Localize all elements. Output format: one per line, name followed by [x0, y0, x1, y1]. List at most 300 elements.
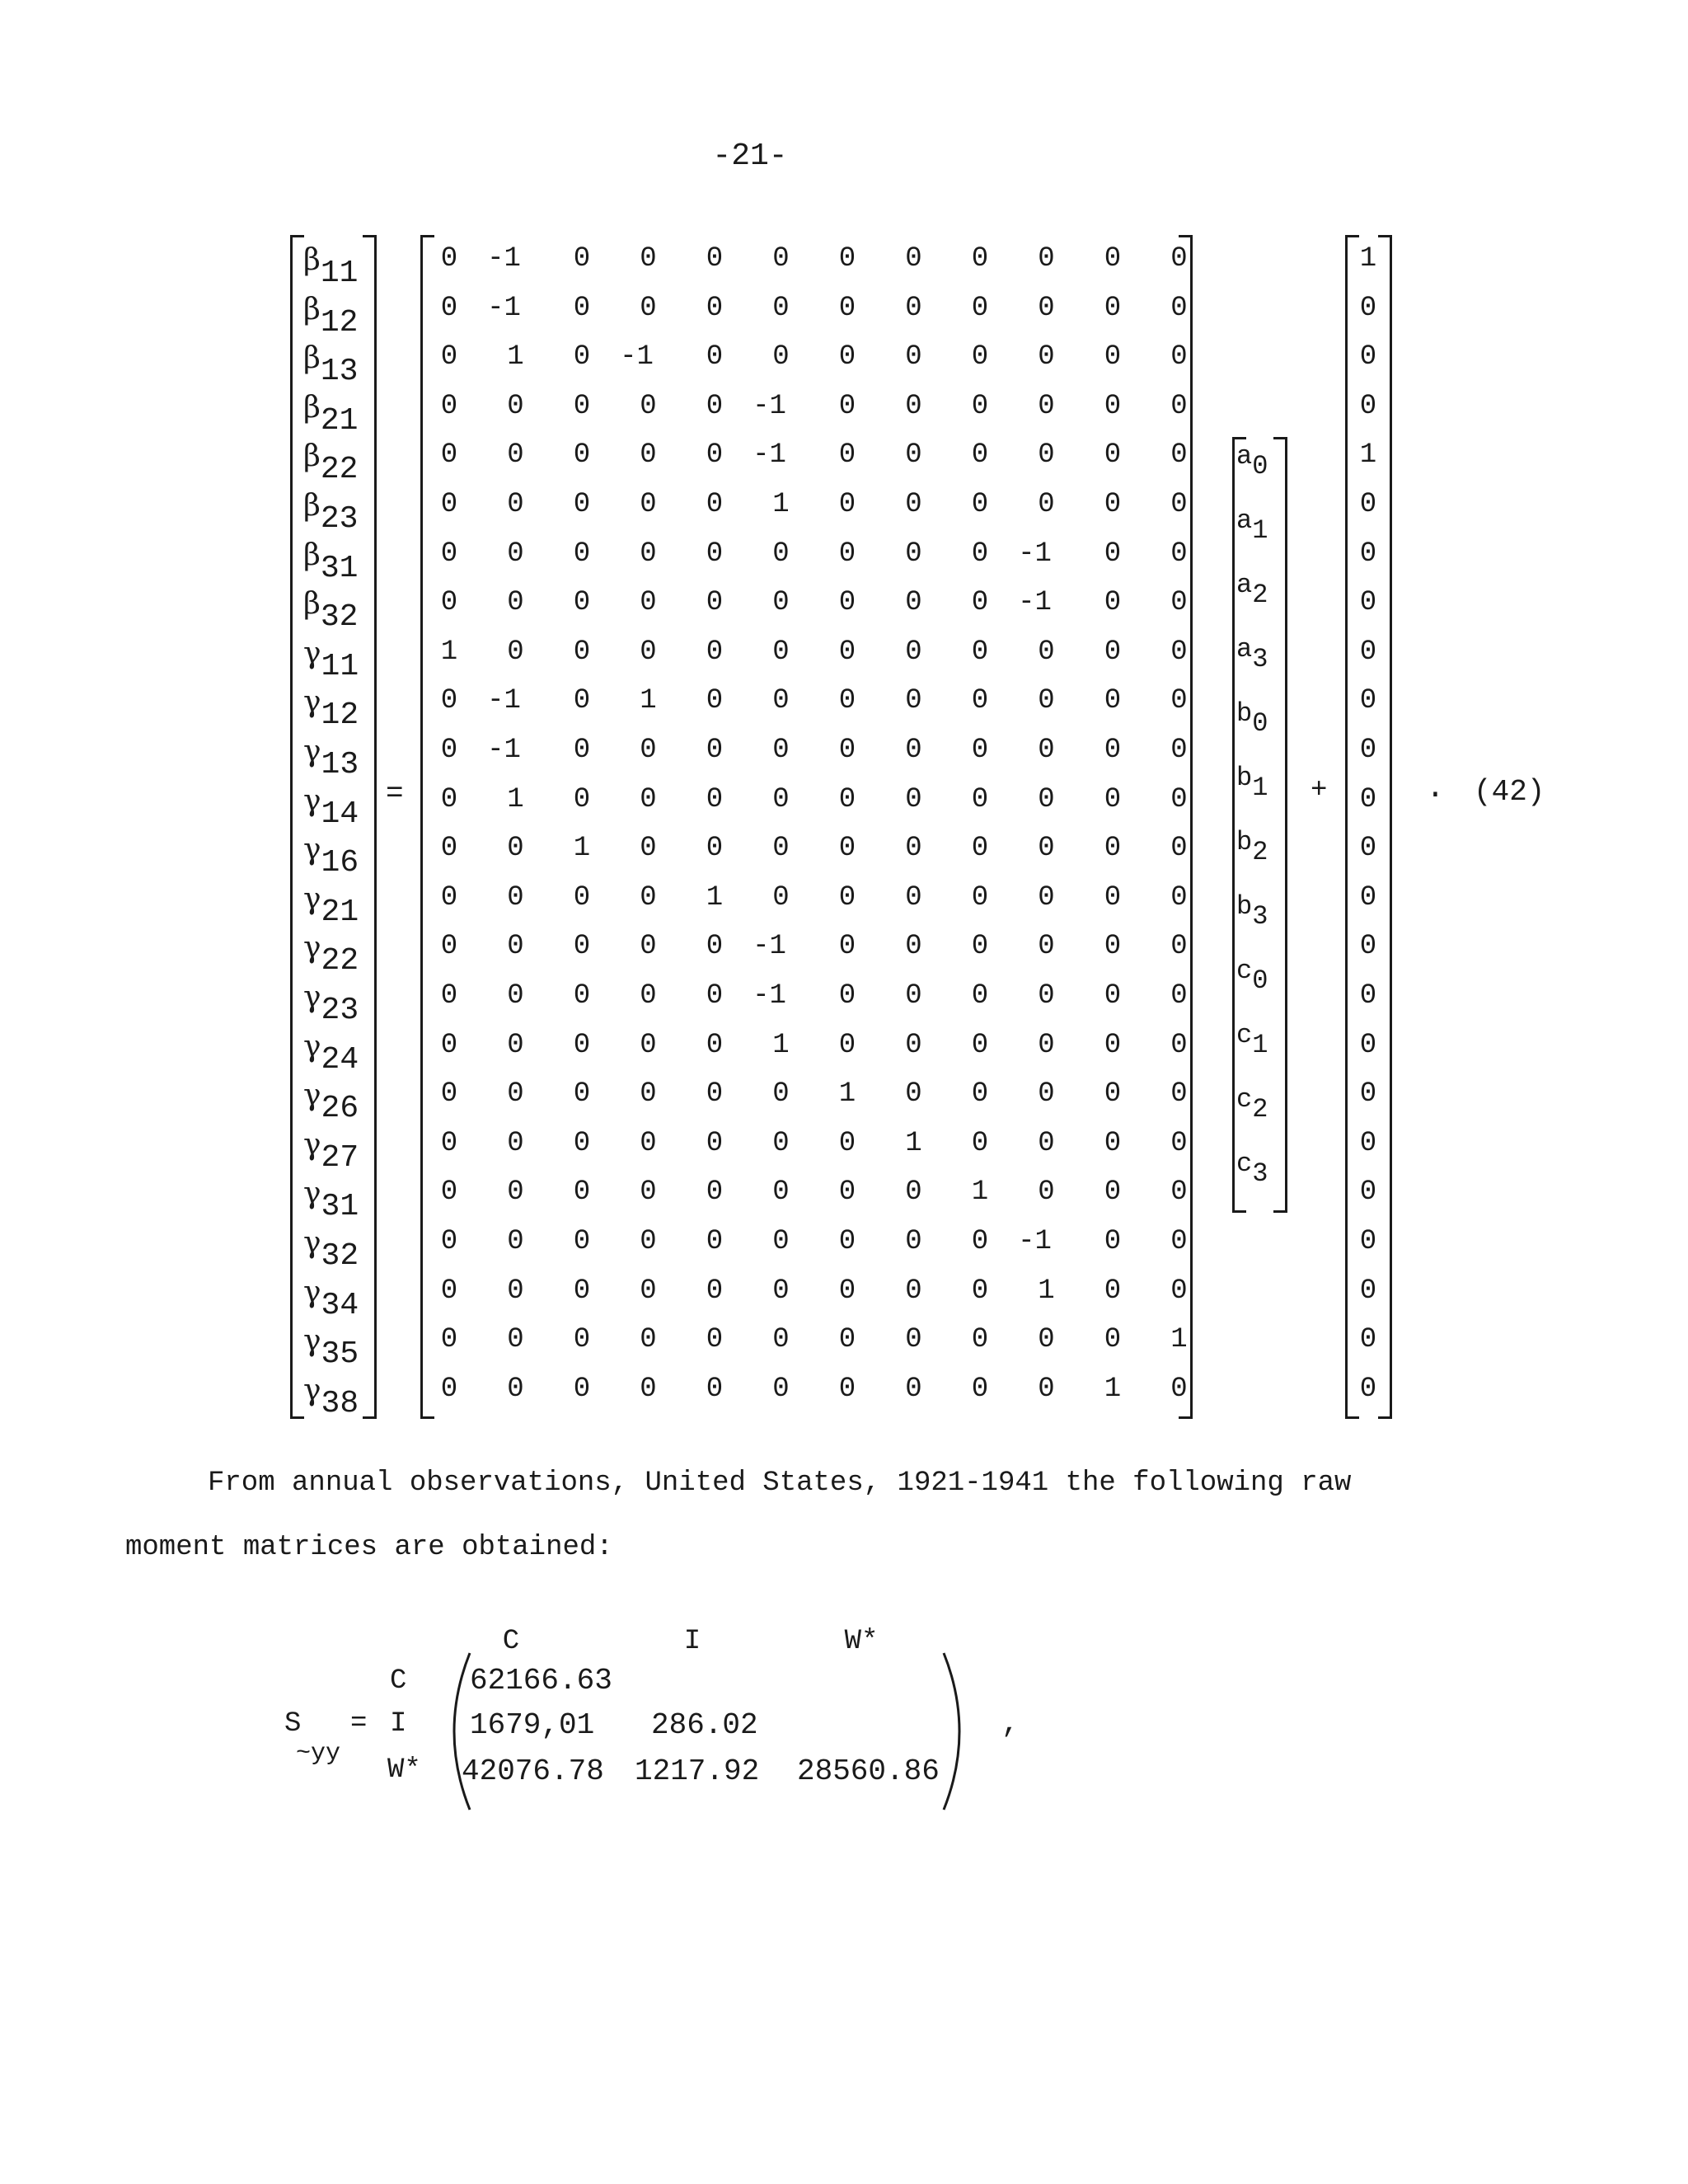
matrix-cell: 0 [905, 1373, 922, 1405]
matrix-cell: -1 [487, 685, 521, 717]
matrix-cell: 0 [772, 538, 790, 570]
matrix-cell: 0 [1170, 833, 1188, 865]
matrix-cell: 0 [1170, 1275, 1188, 1307]
matrix-cell: 0 [706, 685, 724, 717]
matrix-cell: 0 [1104, 439, 1122, 472]
parameter-symbol: a [1236, 505, 1253, 536]
syy-row-label-c: C [390, 1665, 407, 1697]
matrix-cell: 0 [838, 1324, 856, 1356]
lhs-subscript: 16 [321, 845, 359, 881]
matrix-cell: 0 [440, 243, 458, 275]
paragraph-line-2: moment matrices are obtained: [125, 1532, 613, 1563]
lhs-symbol: β [303, 489, 321, 523]
matrix-cell: 0 [1038, 980, 1055, 1012]
lhs-symbol: γ [303, 833, 321, 867]
matrix-cell: 0 [1104, 783, 1122, 815]
matrix-cell: 0 [507, 1127, 524, 1159]
lhs-symbol: γ [303, 1373, 321, 1407]
matrix-cell: 0 [640, 1275, 657, 1307]
matrix-cell: 1 [640, 685, 657, 717]
matrix-cell: 0 [971, 685, 989, 717]
matrix-cell: 0 [640, 390, 657, 422]
matrix-cell: 0 [971, 735, 989, 766]
syy-value-w-i: 1217.92 [635, 1754, 760, 1788]
matrix-cell: 0 [905, 636, 922, 668]
matrix-cell: 0 [1104, 341, 1122, 373]
matrix-cell: 0 [1038, 783, 1055, 815]
matrix-cell: 0 [640, 980, 657, 1012]
matrix-cell: 0 [1104, 1275, 1122, 1307]
matrix-row [424, 980, 1187, 1030]
parameter-subscript: 3 [1252, 1158, 1268, 1189]
matrix-cell: 0 [838, 881, 856, 914]
syy-right-paren [935, 1649, 977, 1814]
matrix-row [424, 882, 1187, 932]
matrix-cell: 1 [1038, 1275, 1055, 1307]
matrix-cell: 0 [1170, 439, 1188, 472]
matrix-cell: 1 [507, 341, 524, 373]
parameter-subscript: 0 [1252, 451, 1268, 481]
matrix-cell: 0 [838, 1029, 856, 1061]
parameter-subscript: 0 [1252, 965, 1268, 996]
constant-vector-cell: 0 [1359, 980, 1377, 1012]
matrix-cell: 0 [905, 1324, 922, 1356]
lhs-symbol: β [303, 439, 321, 474]
matrix-cell: 0 [838, 439, 856, 472]
matrix-cell: 0 [971, 1078, 989, 1111]
lhs-subscript: 13 [320, 354, 359, 390]
matrix-cell: 0 [706, 1373, 724, 1405]
matrix-cell: 0 [1104, 1127, 1122, 1159]
matrix-cell: 0 [1104, 538, 1122, 570]
lhs-symbol: γ [303, 1029, 321, 1064]
matrix-cell: 0 [1104, 390, 1122, 422]
lhs-coefficient [303, 1275, 359, 1325]
constant-vector-cell: 0 [1359, 1177, 1377, 1209]
matrix-cell: 0 [1104, 980, 1122, 1012]
lhs-symbol: β [303, 587, 321, 622]
lhs-symbol: γ [303, 1078, 321, 1113]
matrix-row [424, 1275, 1187, 1325]
params-right-bracket [1273, 437, 1287, 1213]
matrix-cell: 0 [1038, 243, 1055, 275]
lhs-subscript: 31 [320, 550, 359, 586]
matrix-row [424, 784, 1187, 834]
matrix-cell: 0 [573, 1275, 591, 1307]
lhs-subscript: 26 [321, 1091, 359, 1127]
syy-row-label-w: W* [387, 1754, 421, 1786]
syy-col-label-i: I [683, 1626, 701, 1657]
syy-moment-matrix [284, 1616, 1026, 1814]
constant-vector-cell: 0 [1359, 1226, 1377, 1257]
matrix-cell: 0 [905, 1029, 922, 1061]
lhs-symbol: γ [303, 980, 321, 1014]
matrix-cell: 0 [706, 1275, 724, 1307]
matrix-cell: 0 [573, 1373, 591, 1405]
matrix-cell: 0 [838, 636, 856, 668]
matrix-row [424, 439, 1187, 489]
constant-vector-cell: 0 [1359, 538, 1377, 570]
lhs-coefficient [303, 1177, 359, 1226]
matrix-cell: 0 [905, 833, 922, 865]
matrix-cell: 0 [507, 390, 524, 422]
matrix-cell: 0 [772, 243, 790, 275]
matrix-cell: 0 [772, 587, 790, 619]
matrix-cell: 0 [440, 881, 458, 914]
matrix-row [424, 538, 1187, 588]
matrix-cell: -1 [1018, 587, 1052, 619]
matrix-cell: 0 [1104, 881, 1122, 914]
matrix-cell: 0 [905, 538, 922, 570]
matrix-cell: 0 [573, 341, 591, 373]
matrix-cell: 0 [772, 1127, 790, 1159]
matrix-cell: 0 [772, 292, 790, 324]
matrix-cell: -1 [753, 439, 786, 472]
matrix-cell: 0 [706, 1078, 724, 1111]
matrix-cell: 0 [905, 489, 922, 520]
matrix-cell: -1 [487, 292, 521, 324]
matrix-cell: 0 [1038, 489, 1055, 520]
matrix-cell: -1 [753, 931, 786, 963]
matrix-cell: 0 [440, 341, 458, 373]
matrix-cell: 0 [971, 783, 989, 815]
matrix-cell: 0 [1170, 587, 1188, 619]
matrix-cell: 0 [838, 538, 856, 570]
matrix-cell: 0 [573, 489, 591, 520]
matrix-cell: 0 [905, 1078, 922, 1111]
syy-value-w-w: 28560.86 [797, 1754, 940, 1788]
matrix-cell: 0 [706, 783, 724, 815]
matrix-cell: 0 [971, 980, 989, 1012]
lhs-symbol: γ [303, 881, 321, 916]
matrix-cell: 0 [640, 1029, 657, 1061]
constant-vector-cell: 0 [1359, 587, 1377, 619]
constant-vector-cell: 0 [1359, 685, 1377, 717]
page-number: -21- [712, 139, 788, 174]
matrix-cell: 0 [838, 292, 856, 324]
parameter [1236, 891, 1268, 932]
lhs-subscript: 34 [321, 1287, 359, 1323]
constant-vector-cell: 0 [1359, 1127, 1377, 1159]
matrix-cell: 0 [1170, 881, 1188, 914]
matrix-cell: 1 [507, 783, 524, 815]
matrix-row [424, 1078, 1187, 1128]
lhs-coefficient [303, 735, 359, 784]
matrix-cell: 0 [507, 931, 524, 963]
matrix-cell: 0 [706, 341, 724, 373]
parameter [1236, 1084, 1268, 1125]
parameter-subscript: 3 [1252, 644, 1268, 674]
matrix-cell: 0 [573, 439, 591, 472]
lhs-subscript: 11 [321, 648, 359, 684]
matrix-cell: 0 [706, 1029, 724, 1061]
matrix-cell: 0 [573, 587, 591, 619]
lhs-coefficient [303, 1374, 359, 1423]
matrix-cell: 0 [1038, 931, 1055, 963]
matrix-cell: 0 [1038, 833, 1055, 865]
matrix-cell: 0 [640, 292, 657, 324]
lhs-symbol: γ [303, 1127, 321, 1162]
matrix-cell: 0 [507, 636, 524, 668]
matrix-cell: 0 [507, 1275, 524, 1307]
matrix-cell: 0 [838, 685, 856, 717]
matrix-cell: 0 [971, 587, 989, 619]
matrix-cell: 0 [573, 390, 591, 422]
matrix-cell: 0 [573, 243, 591, 275]
matrix-cell: 0 [573, 1226, 591, 1257]
matrix-cell: 0 [440, 833, 458, 865]
lhs-coefficient [303, 833, 359, 882]
matrix-cell: 1 [1104, 1373, 1122, 1405]
matrix-cell: 0 [706, 1127, 724, 1159]
matrix-cell: 0 [507, 439, 524, 472]
lhs-coefficient [303, 1128, 359, 1177]
constant-vector-cell: 0 [1359, 292, 1377, 324]
matrix-cell: 0 [1170, 1078, 1188, 1111]
matrix-cell: 0 [772, 341, 790, 373]
matrix-cell: 0 [1038, 1373, 1055, 1405]
matrix-cell: 0 [772, 783, 790, 815]
lhs-symbol: β [303, 390, 321, 425]
parameter [1236, 441, 1268, 481]
matrix-cell: 0 [440, 1373, 458, 1405]
matrix-cell: 0 [507, 980, 524, 1012]
matrix-cell: 0 [905, 783, 922, 815]
matrix-cell: 0 [440, 587, 458, 619]
matrix-row [424, 341, 1187, 391]
parameter [1236, 956, 1268, 996]
matrix-cell: 0 [772, 833, 790, 865]
lhs-coefficient [303, 587, 358, 636]
lhs-coefficient [303, 439, 358, 489]
matrix-cell: 0 [440, 735, 458, 766]
matrix-cell: 0 [905, 341, 922, 373]
parameter-symbol: b [1236, 698, 1253, 729]
matrix-cell: 0 [971, 243, 989, 275]
parameter-symbol: c [1236, 1084, 1253, 1115]
matrix-cell: 0 [640, 636, 657, 668]
constant-vector-cell: 0 [1359, 833, 1377, 865]
matrix-cell: 0 [440, 1324, 458, 1356]
matrix-cell: 0 [905, 390, 922, 422]
parameter [1236, 1148, 1268, 1189]
matrix-cell: 0 [971, 538, 989, 570]
parameter [1236, 570, 1268, 610]
syy-trailing-comma: , [1001, 1707, 1020, 1740]
matrix-row [424, 293, 1187, 342]
matrix-cell: 0 [772, 1177, 790, 1209]
matrix-row [424, 636, 1187, 686]
matrix-cell: 0 [507, 1177, 524, 1209]
matrix-row [424, 1030, 1187, 1079]
parameter [1236, 763, 1268, 803]
lhs-coefficient [303, 391, 358, 440]
matrix-cell: 0 [971, 1324, 989, 1356]
parameter-symbol: a [1236, 441, 1253, 472]
lhs-right-bracket [363, 235, 377, 1419]
matrix-cell: 0 [838, 489, 856, 520]
lhs-coefficient [303, 685, 359, 735]
lhs-symbol: γ [303, 783, 321, 818]
matrix-cell: 0 [706, 439, 724, 472]
matrix-cell: 0 [640, 735, 657, 766]
matrix-cell: 0 [1038, 439, 1055, 472]
lhs-subscript: 32 [320, 599, 359, 636]
matrix-cell: 0 [640, 1324, 657, 1356]
matrix-cell: 0 [1170, 390, 1188, 422]
parameter-subscript: 2 [1252, 837, 1268, 867]
lhs-symbol: β [303, 538, 321, 572]
matrix-row [424, 833, 1187, 882]
matrix-row [424, 1128, 1187, 1177]
matrix-cell: 0 [838, 980, 856, 1012]
lhs-subscript: 14 [321, 796, 359, 832]
matrix-cell: 0 [640, 439, 657, 472]
matrix-row [424, 391, 1187, 440]
lhs-coefficient [303, 293, 358, 342]
matrix-cell: 0 [1104, 685, 1122, 717]
matrix-cell: 0 [573, 783, 591, 815]
lhs-coefficient [303, 1078, 359, 1128]
parameter-symbol: a [1236, 634, 1253, 665]
matrix-cell: 0 [905, 439, 922, 472]
matrix-cell: 0 [1038, 1078, 1055, 1111]
lhs-coefficient [303, 243, 358, 293]
lhs-coefficient [303, 341, 358, 391]
matrix-cell: 0 [706, 980, 724, 1012]
matrix-row [424, 735, 1187, 784]
matrix-cell: 0 [507, 1029, 524, 1061]
syy-equals: = [350, 1708, 368, 1740]
matrix-cell: 0 [905, 587, 922, 619]
lhs-symbol: β [303, 243, 321, 277]
lhs-subscript: 24 [321, 1041, 359, 1078]
matrix-cell: 0 [507, 1324, 524, 1356]
matrix-cell: 0 [1104, 1078, 1122, 1111]
lhs-subscript: 22 [320, 452, 359, 488]
lhs-coefficient [303, 882, 359, 932]
matrix-row [424, 1226, 1187, 1275]
parameter-subscript: 1 [1252, 1030, 1268, 1060]
matrix-cell: 0 [1104, 292, 1122, 324]
matrix-cell: 0 [706, 636, 724, 668]
matrix-cell: 0 [507, 1373, 524, 1405]
matrix-cell: 0 [640, 538, 657, 570]
matrix-cell: 0 [838, 243, 856, 275]
matrix-cell: 0 [507, 587, 524, 619]
matrix-cell: 0 [440, 931, 458, 963]
matrix-cell: 0 [1104, 1177, 1122, 1209]
matrix-cell: 0 [573, 1029, 591, 1061]
lhs-subscript: 21 [320, 402, 359, 439]
matrix-cell: 0 [838, 833, 856, 865]
matrix-cell: 0 [905, 881, 922, 914]
matrix-cell: 0 [1170, 735, 1188, 766]
matrix-cell: 0 [1038, 685, 1055, 717]
lhs-subscript: 12 [321, 697, 359, 734]
matrix-cell: 0 [905, 685, 922, 717]
matrix-cell: 0 [772, 1078, 790, 1111]
lhs-symbol: γ [303, 735, 321, 768]
parameter-symbol: b [1236, 827, 1253, 857]
matrix-cell: 0 [772, 1324, 790, 1356]
matrix-cell: 0 [772, 636, 790, 668]
matrix-cell: 0 [573, 1127, 591, 1159]
matrix-cell: 0 [1104, 1029, 1122, 1061]
matrix-cell: 0 [1170, 292, 1188, 324]
matrix-cell: 0 [1038, 341, 1055, 373]
parameter [1236, 827, 1268, 867]
matrix-row [424, 1324, 1187, 1374]
constant-vector-cell: 0 [1359, 1078, 1377, 1111]
parameter-subscript: 2 [1252, 1094, 1268, 1125]
matrix-cell: 0 [1038, 1029, 1055, 1061]
constant-vector-cell: 0 [1359, 881, 1377, 914]
matrix-cell: 1 [1170, 1324, 1188, 1356]
parameter-symbol: c [1236, 1148, 1253, 1179]
lhs-subscript: 23 [321, 993, 359, 1028]
matrix-cell: -1 [487, 735, 521, 766]
plus-sign: + [1311, 775, 1328, 806]
lhs-subscript: 35 [321, 1336, 359, 1373]
matrix-cell: 0 [507, 538, 524, 570]
matrix-row [424, 1177, 1187, 1226]
lhs-subscript: 31 [321, 1189, 359, 1225]
lhs-subscript: 27 [321, 1139, 359, 1176]
parameter [1236, 698, 1268, 739]
matrix-cell: 0 [905, 1177, 922, 1209]
parameter-symbol: a [1236, 570, 1253, 600]
matrix-cell: 0 [573, 538, 591, 570]
matrix-cell: -1 [1018, 1226, 1052, 1257]
matrix-cell: 0 [573, 931, 591, 963]
matrix-cell: 0 [838, 1226, 856, 1257]
matrix-cell: 0 [640, 1177, 657, 1209]
parameter-subscript: 0 [1252, 708, 1268, 739]
matrix-cell: 0 [838, 1275, 856, 1307]
lhs-coefficient [303, 1226, 359, 1275]
constant-vector-cell: 0 [1359, 489, 1377, 520]
matrix-cell: 0 [640, 1226, 657, 1257]
matrix-cell: 0 [706, 489, 724, 520]
matrix-cell: 0 [573, 881, 591, 914]
matrix-cell: 0 [838, 1127, 856, 1159]
matrix-cell: 0 [440, 1078, 458, 1111]
matrix-cell: 0 [440, 1226, 458, 1257]
matrix-cell: 0 [640, 1373, 657, 1405]
matrix-cell: 0 [507, 1078, 524, 1111]
matrix-cell: 0 [440, 783, 458, 815]
matrix-cell: 1 [971, 1177, 989, 1209]
syy-value-c-c: 62166.63 [470, 1664, 612, 1698]
constant-vector-cell: 0 [1359, 341, 1377, 373]
matrix-cell: 0 [440, 538, 458, 570]
matrix-cell: 0 [1170, 538, 1188, 570]
equation-period: . [1426, 771, 1445, 806]
lhs-symbol: γ [303, 1226, 321, 1260]
matrix-cell: 0 [440, 1029, 458, 1061]
matrix-cell: 0 [706, 538, 724, 570]
matrix-cell: 0 [440, 390, 458, 422]
constant-vector-cell: 0 [1359, 390, 1377, 422]
matrix-cell: 0 [706, 735, 724, 766]
lhs-symbol: γ [303, 931, 321, 965]
matrix-row [424, 1374, 1187, 1423]
matrix-cell: 0 [1170, 1127, 1188, 1159]
matrix-cell: 0 [838, 783, 856, 815]
matrix-cell: 0 [706, 390, 724, 422]
matrix-cell: 0 [905, 1226, 922, 1257]
